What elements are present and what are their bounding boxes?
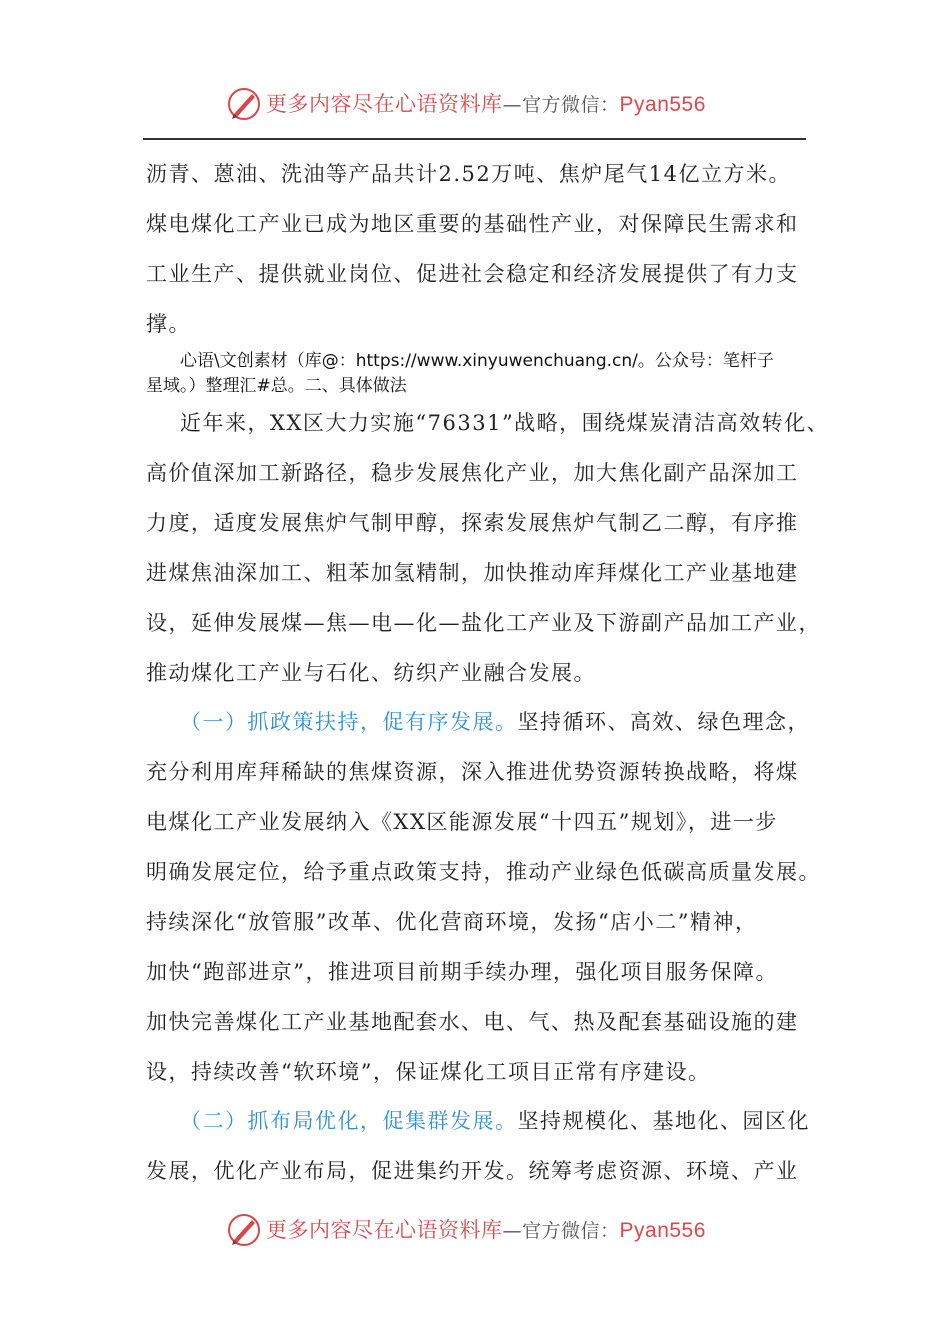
text-line: 设，持续改善“软环境”，保证煤化工项目正常有序建设。: [146, 1060, 711, 1084]
header-banner-text: [266, 88, 706, 118]
banner-wechat-label: —官方微信：: [502, 1220, 620, 1242]
text-line: 充分利用库拜稀缺的焦煤资源，深入推进优势资源转换战略，将煤: [146, 760, 799, 784]
banner-wechat-id: Pyan556: [619, 93, 706, 116]
text-line: 沥青、蒽油、洗油等产品共计2.52万吨、焦炉尾气14亿立方米。: [146, 162, 791, 186]
header-divider: [143, 138, 806, 140]
text-line: 明确发展定位，给予重点政策支持，推动产业绿色低碳高质量发展。: [146, 860, 821, 884]
text-line: 力度，适度发展焦炉气制甲醇，探索发展焦炉气制乙二醇，有序推: [146, 511, 799, 535]
pen-logo-icon: [226, 86, 262, 122]
header-banner: [0, 84, 950, 124]
section-heading-1: （一）抓政策扶持，促有序发展。: [180, 710, 518, 734]
text-line: （一）抓政策扶持，促有序发展。坚持循环、高效、绿色理念，: [180, 710, 810, 734]
banner-wechat-id: Pyan556: [619, 1219, 706, 1242]
footer-banner: [0, 1210, 950, 1250]
text-line: 设，延伸发展煤—焦—电—化—盐化工产业及下游副产品加工产业，: [146, 611, 821, 635]
banner-title: 更多内容尽在心语资料库: [266, 1218, 503, 1242]
text-line: 高价值深加工新路径，稳步发展焦化产业，加大焦化副产品深加工: [146, 461, 799, 485]
text-line: 推动煤化工产业与石化、纺织产业融合发展。: [146, 661, 596, 685]
source-note-line: 心语\文创素材（库@：https://www.xinyuwenchuang.cn/。公众号：笔杆子: [180, 351, 774, 371]
text-line: 近年来，XX区大力实施“76331”战略，围绕煤炭清洁高效转化、: [180, 411, 830, 435]
text-line: （二）抓布局优化，促集群发展。坚持规模化、基地化、园区化: [180, 1109, 810, 1133]
source-note-line: 星域。）整理汇#总。二、具体做法: [146, 376, 407, 396]
text-line: 发展，优化产业布局，促进集约开发。统筹考虑资源、环境、产业: [146, 1159, 799, 1183]
banner-wechat-label: —官方微信：: [502, 94, 620, 116]
banner-title: 更多内容尽在心语资料库: [266, 92, 503, 116]
text-line: 煤电煤化工产业已成为地区重要的基础性产业，对保障民生需求和: [146, 212, 799, 236]
text-line: 持续深化“放管服”改革、优化营商环境，发扬“店小二”精神，: [146, 910, 758, 934]
section-heading-2: （二）抓布局优化，促集群发展。: [180, 1109, 518, 1133]
text-line: 加快完善煤化工产业基地配套水、电、气、热及配套基础设施的建: [146, 1010, 799, 1034]
text-line: 电煤化工产业发展纳入《XX区能源发展“十四五”规划》，进一步: [146, 810, 778, 834]
pen-logo-icon: [226, 1212, 262, 1248]
text-line: 进煤焦油深加工、粗苯加氢精制，加快推动库拜煤化工产业基地建: [146, 561, 799, 585]
footer-banner-text: [266, 1214, 706, 1244]
text-line: 工业生产、提供就业岗位、促进社会稳定和经济发展提供了有力支: [146, 262, 799, 286]
text-line: 加快“跑部进京”，推进项目前期手续办理，强化项目服务保障。: [146, 960, 778, 984]
text-line: 撑。: [146, 312, 191, 336]
